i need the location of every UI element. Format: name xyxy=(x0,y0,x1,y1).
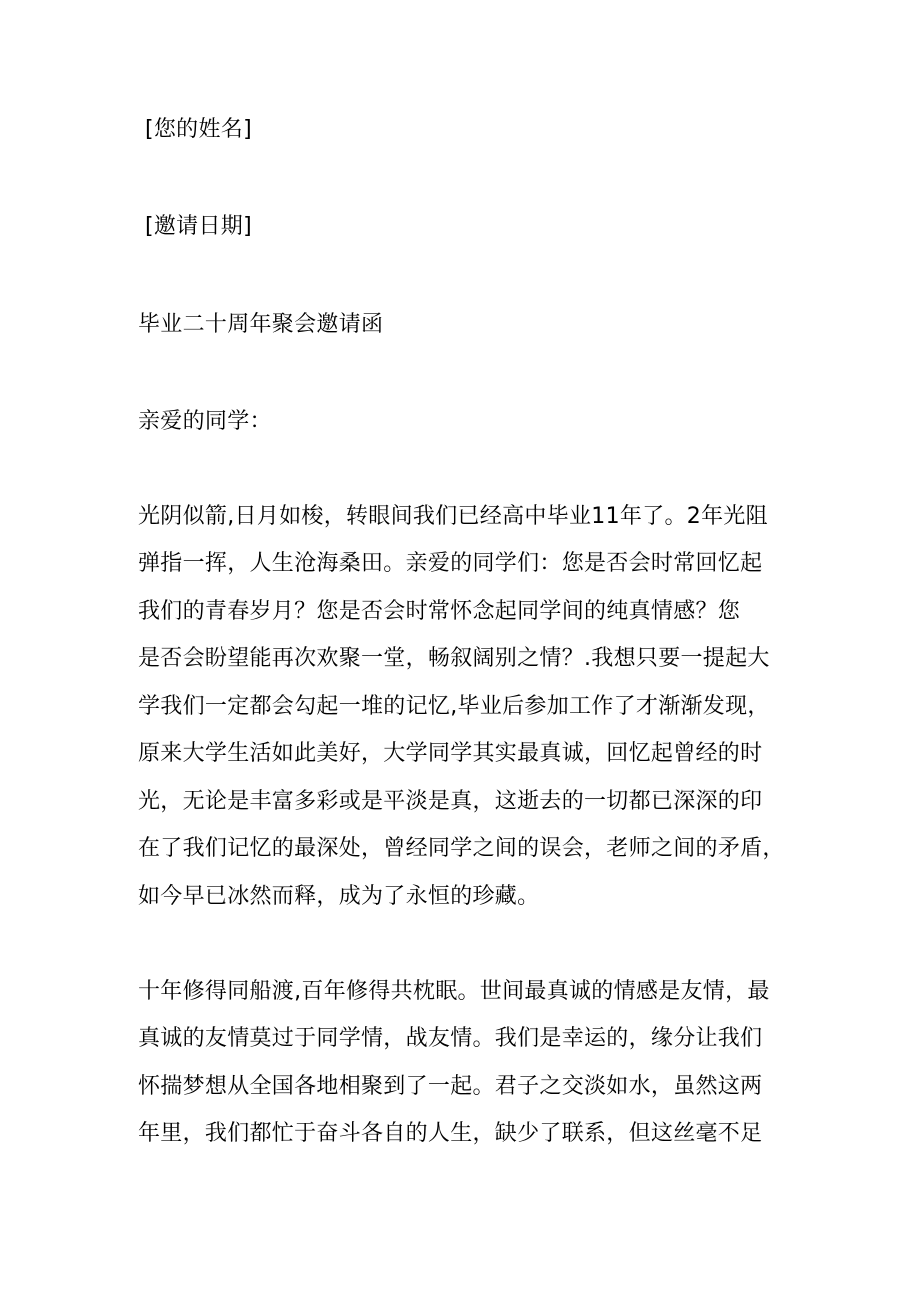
paragraph-line: 如今早已冰然而释，成为了永恒的珍藏。 xyxy=(138,884,540,909)
salutation: 亲爱的同学： xyxy=(138,409,272,434)
paragraph-line: 我们的青春岁月？您是否会时常怀念起同学间的纯真情感？您 xyxy=(138,599,741,624)
paragraph-line: 弹指一挥，人生沧海桑田。亲爱的同学们：您是否会时常回忆起 xyxy=(138,551,763,576)
paragraph-line: 学我们一定都会勾起一堆的记忆,毕业后参加工作了才渐渐发现， xyxy=(138,694,770,719)
paragraph-line: 年里，我们都忙于奋斗各自的人生，缺少了联系，但这丝毫不足 xyxy=(138,1121,763,1146)
date-placeholder: [邀请日期] xyxy=(145,214,252,239)
paragraph-line: 十年修得同船渡,百年修得共枕眠。世间最真诚的情感是友情，最 xyxy=(138,979,770,1004)
paragraph-line: 光阴似箭,日月如梭，转眼间我们已经高中毕业11年了。2年光阻 xyxy=(138,504,768,529)
paragraph-line: 在了我们记忆的最深处，曾经同学之间的误会，老师之间的矛盾， xyxy=(138,836,785,861)
document-title: 毕业二十周年聚会邀请函 xyxy=(138,312,384,337)
name-placeholder: [您的姓名] xyxy=(145,117,252,142)
paragraph-line: 光，无论是丰富多彩或是平淡是真，这逝去的一切都已深深的印 xyxy=(138,789,763,814)
paragraph-line: 怀揣梦想从全国各地相聚到了一起。君子之交淡如水，虽然这两 xyxy=(138,1074,763,1099)
paragraph-line: 原来大学生活如此美好，大学同学其实最真诚，回忆起曾经的时 xyxy=(138,741,763,766)
paragraph-line: 真诚的友情莫过于同学情，战友情。我们是幸运的，缘分让我们 xyxy=(138,1026,763,1051)
paragraph-line: 是否会盼望能再次欢聚一堂，畅叙阔别之情？.我想只要一提起大 xyxy=(138,646,770,671)
